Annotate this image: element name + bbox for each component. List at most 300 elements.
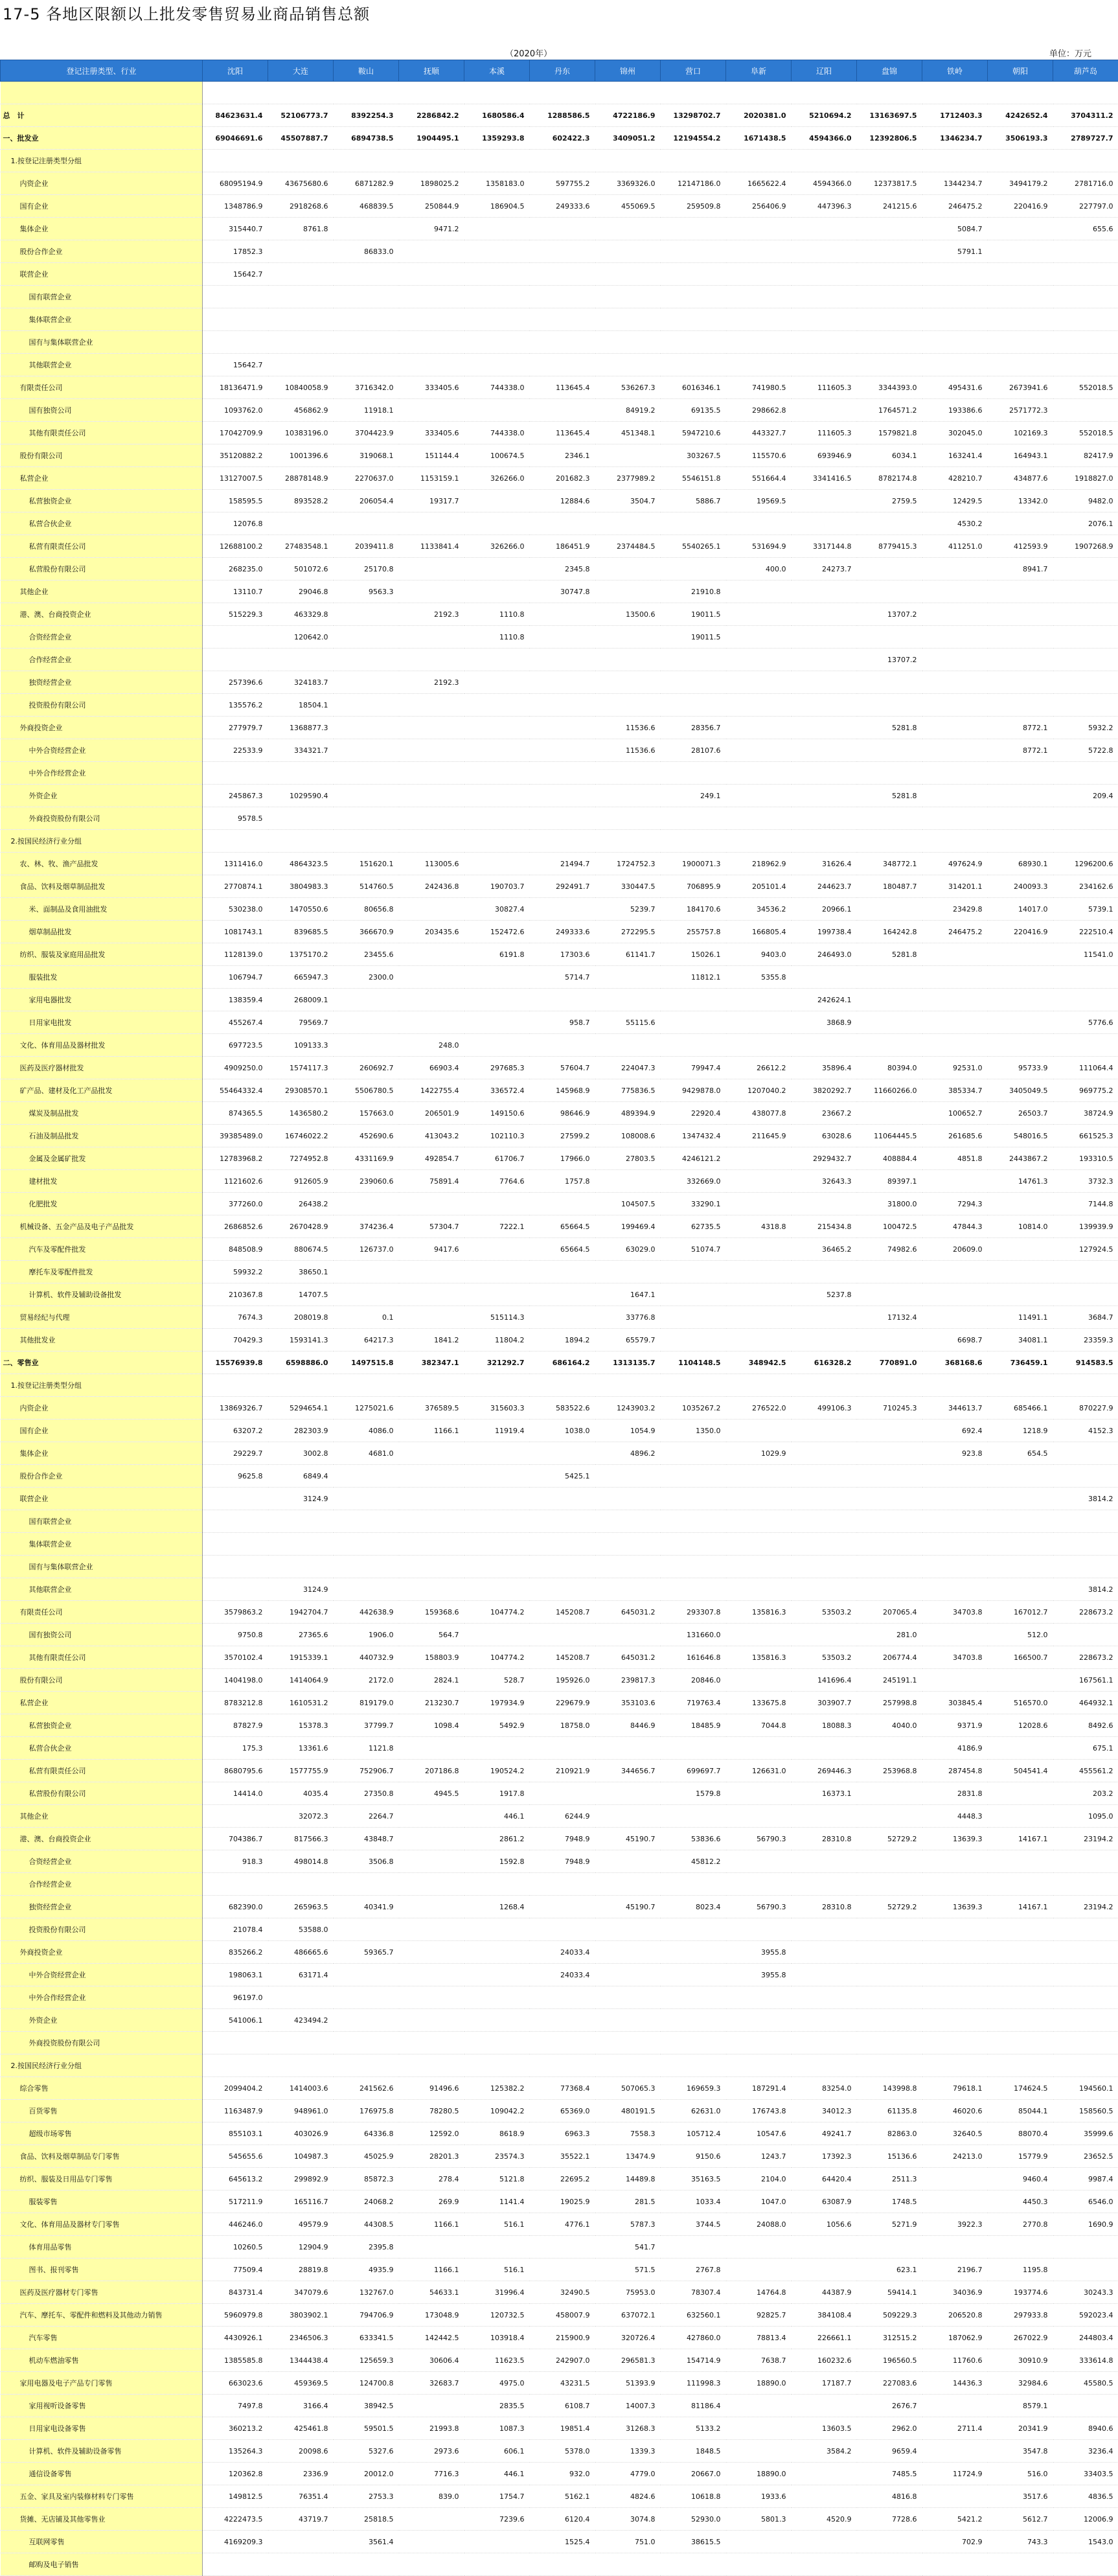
table-cell	[661, 807, 726, 830]
row-label: 港、澳、台商投资企业	[1, 1828, 203, 1850]
table-cell: 1841.2	[399, 1329, 464, 1351]
header-city: 葫芦岛	[1053, 60, 1118, 82]
table-cell	[1053, 286, 1118, 308]
table-row	[1, 2100, 1118, 2122]
table-row	[1, 2054, 1118, 2077]
table-cell	[988, 649, 1053, 671]
table-cell: 1038.0	[530, 1420, 595, 1442]
table-cell	[726, 1782, 792, 1805]
table-cell: 3955.8	[726, 1964, 792, 1986]
table-cell	[726, 830, 792, 853]
row-label: 超级市场零售	[1, 2122, 203, 2145]
table-cell: 44387.9	[792, 2281, 857, 2304]
table-cell: 3504.7	[595, 490, 661, 512]
table-cell	[922, 966, 988, 989]
table-cell	[464, 512, 530, 535]
table-cell	[922, 308, 988, 331]
table-cell	[530, 218, 595, 240]
table-cell: 632560.1	[661, 2304, 726, 2327]
row-label: 私营股份有限公司	[1, 1782, 203, 1805]
table-cell	[857, 966, 922, 989]
table-cell: 1141.4	[464, 2191, 530, 2213]
table-cell	[399, 1533, 464, 1556]
table-cell	[1053, 2032, 1118, 2054]
table-cell	[922, 649, 988, 671]
table-cell	[726, 1329, 792, 1351]
table-cell: 1104148.5	[661, 1351, 726, 1374]
table-cell	[988, 1011, 1053, 1034]
table-cell: 5281.8	[857, 717, 922, 739]
table-cell: 3922.3	[922, 2213, 988, 2236]
table-cell: 88070.4	[988, 2122, 1053, 2145]
table-cell: 336572.4	[464, 1079, 530, 1102]
table-cell	[661, 1533, 726, 1556]
table-cell	[792, 581, 857, 603]
table-cell	[334, 1578, 399, 1601]
table-cell: 28107.6	[661, 739, 726, 762]
table-cell	[530, 1034, 595, 1057]
row-label: 私营股份有限公司	[1, 558, 203, 581]
table-cell	[530, 1261, 595, 1283]
table-cell: 1093762.0	[203, 399, 268, 422]
table-cell: 932.0	[530, 2463, 595, 2485]
table-cell: 1680586.4	[464, 104, 530, 127]
table-cell	[464, 399, 530, 422]
table-cell: 69135.5	[661, 399, 726, 422]
row-label: 其他批发业	[1, 1329, 203, 1351]
table-cell	[922, 626, 988, 649]
table-cell	[1053, 694, 1118, 717]
table-cell: 13342.0	[988, 490, 1053, 512]
table-cell: 14007.3	[595, 2395, 661, 2417]
table-cell	[726, 2009, 792, 2032]
table-cell: 2104.0	[726, 2168, 792, 2191]
table-cell: 80656.8	[334, 898, 399, 921]
table-cell: 13639.3	[922, 1828, 988, 1850]
table-cell: 14414.0	[203, 1782, 268, 1805]
table-row	[1, 649, 1118, 671]
table-cell: 4945.5	[399, 1782, 464, 1805]
table-cell	[988, 762, 1053, 785]
table-row	[1, 1624, 1118, 1646]
table-row	[1, 2191, 1118, 2213]
table-cell: 193774.6	[988, 2281, 1053, 2304]
table-cell: 196560.5	[857, 2349, 922, 2372]
table-cell: 65664.5	[530, 1238, 595, 1261]
row-label: 烟草制品批发	[1, 921, 203, 943]
table-cell: 1166.1	[399, 2213, 464, 2236]
table-cell	[268, 286, 334, 308]
row-label: 外资企业	[1, 2009, 203, 2032]
table-cell	[857, 1873, 922, 1896]
table-cell	[857, 1102, 922, 1125]
table-cell: 244803.4	[1053, 2327, 1118, 2349]
table-cell	[464, 1556, 530, 1578]
table-row	[1, 2508, 1118, 2531]
table-cell: 451348.1	[595, 422, 661, 444]
row-label: 其他企业	[1, 581, 203, 603]
table-row	[1, 1510, 1118, 1533]
table-cell: 8772.1	[988, 739, 1053, 762]
table-cell	[334, 2032, 399, 2054]
table-cell: 384108.4	[792, 2304, 857, 2327]
table-cell	[1053, 1510, 1118, 1533]
table-cell: 145968.9	[530, 1079, 595, 1102]
table-cell: 459369.5	[268, 2372, 334, 2395]
table-cell: 1029590.4	[268, 785, 334, 807]
table-cell	[792, 2463, 857, 2485]
table-cell	[595, 1374, 661, 1397]
table-cell: 17042709.9	[203, 422, 268, 444]
table-cell	[399, 512, 464, 535]
table-cell: 744338.0	[464, 422, 530, 444]
table-cell: 5776.6	[1053, 1011, 1118, 1034]
table-cell	[661, 1986, 726, 2009]
table-cell: 4851.8	[922, 1147, 988, 1170]
table-cell	[399, 1828, 464, 1850]
table-cell	[334, 626, 399, 649]
table-cell	[857, 263, 922, 286]
row-label: 外商投资企业	[1, 717, 203, 739]
sales-table	[0, 60, 1118, 2576]
table-cell	[530, 807, 595, 830]
table-cell: 201682.3	[530, 467, 595, 490]
table-row	[1, 1034, 1118, 1057]
table-cell: 24033.4	[530, 1964, 595, 1986]
table-cell: 246475.2	[922, 921, 988, 943]
table-cell	[857, 762, 922, 785]
table-cell: 75953.0	[595, 2281, 661, 2304]
table-cell: 65664.5	[530, 1215, 595, 1238]
table-cell: 4975.0	[464, 2372, 530, 2395]
table-cell: 35120882.2	[203, 444, 268, 467]
table-cell: 702.9	[922, 2531, 988, 2553]
table-row	[1, 286, 1118, 308]
table-cell: 2673941.6	[988, 376, 1053, 399]
table-cell: 297685.3	[464, 1057, 530, 1079]
table-cell: 4530.2	[922, 512, 988, 535]
row-label: 合作经营企业	[1, 649, 203, 671]
table-cell: 23194.2	[1053, 1828, 1118, 1850]
row-label: 汽车零售	[1, 2327, 203, 2349]
table-cell: 443327.7	[726, 422, 792, 444]
table-cell	[399, 898, 464, 921]
table-cell: 12688100.2	[203, 535, 268, 558]
table-cell	[792, 263, 857, 286]
table-cell	[595, 626, 661, 649]
table-cell	[792, 2259, 857, 2281]
table-cell	[922, 558, 988, 581]
table-cell: 413043.2	[399, 1125, 464, 1147]
table-row	[1, 921, 1118, 943]
table-cell: 319068.1	[334, 444, 399, 467]
table-cell	[464, 240, 530, 263]
table-cell	[595, 1850, 661, 1873]
table-cell: 44308.5	[334, 2213, 399, 2236]
table-cell	[595, 762, 661, 785]
table-cell: 89397.1	[857, 1170, 922, 1193]
table-cell: 366670.9	[334, 921, 399, 943]
table-cell	[922, 1986, 988, 2009]
table-cell	[203, 1510, 268, 1533]
table-cell: 14017.0	[988, 898, 1053, 921]
table-cell	[792, 1261, 857, 1283]
table-cell: 125382.2	[464, 2077, 530, 2100]
table-cell	[464, 1011, 530, 1034]
table-cell: 20609.0	[922, 1238, 988, 1261]
table-row	[1, 1397, 1118, 1420]
table-cell: 3074.8	[595, 2508, 661, 2531]
table-cell: 135576.2	[203, 694, 268, 717]
table-cell: 53503.2	[792, 1646, 857, 1669]
table-cell: 61135.8	[857, 2100, 922, 2122]
table-cell	[464, 1737, 530, 1760]
table-cell: 26438.2	[268, 1193, 334, 1215]
table-cell: 166500.7	[988, 1646, 1053, 1669]
table-cell: 1166.1	[399, 2259, 464, 2281]
table-cell	[857, 830, 922, 853]
table-cell: 5281.8	[857, 785, 922, 807]
table-row	[1, 1147, 1118, 1170]
table-cell: 4086.0	[334, 1420, 399, 1442]
table-cell: 269446.3	[792, 1760, 857, 1782]
table-cell: 111064.4	[1053, 1057, 1118, 1079]
table-cell	[595, 966, 661, 989]
table-cell: 1754.7	[464, 2485, 530, 2508]
table-cell	[399, 1465, 464, 1488]
table-cell: 135264.3	[203, 2440, 268, 2463]
table-cell	[464, 1578, 530, 1601]
table-cell	[1053, 2054, 1118, 2077]
table-cell	[857, 1510, 922, 1533]
table-cell: 11491.1	[988, 1306, 1053, 1329]
table-cell	[988, 1873, 1053, 1896]
table-cell	[661, 1964, 726, 1986]
table-cell: 3732.3	[1053, 1170, 1118, 1193]
table-cell: 63028.6	[792, 1125, 857, 1147]
table-cell: 11064445.5	[857, 1125, 922, 1147]
table-cell: 45580.5	[1053, 2372, 1118, 2395]
table-row	[1, 2009, 1118, 2032]
table-cell	[595, 1918, 661, 1941]
table-cell: 848508.9	[203, 1238, 268, 1261]
table-cell: 81186.4	[661, 2395, 726, 2417]
table-cell	[399, 943, 464, 966]
table-cell: 7274952.8	[268, 1147, 334, 1170]
table-cell	[1053, 82, 1118, 104]
table-cell: 7638.7	[726, 2349, 792, 2372]
table-cell: 255757.8	[661, 921, 726, 943]
row-label: 内资企业	[1, 1397, 203, 1420]
row-label: 联营企业	[1, 1488, 203, 1510]
table-cell	[857, 1850, 922, 1873]
table-cell	[595, 2032, 661, 2054]
table-cell	[399, 1306, 464, 1329]
table-cell: 45190.7	[595, 1828, 661, 1850]
table-cell: 33403.5	[1053, 2463, 1118, 2485]
table-cell	[595, 1782, 661, 1805]
table-cell: 5739.1	[1053, 898, 1118, 921]
table-cell	[922, 1624, 988, 1646]
table-cell: 6849.4	[268, 1465, 334, 1488]
table-cell: 133675.8	[726, 1692, 792, 1714]
table-cell: 45190.7	[595, 1896, 661, 1918]
table-cell: 33290.1	[661, 1193, 726, 1215]
table-cell	[726, 2259, 792, 2281]
table-cell: 239817.3	[595, 1669, 661, 1692]
row-label: 摩托车及零配件批发	[1, 1261, 203, 1283]
table-row	[1, 1714, 1118, 1737]
table-cell: 245867.3	[203, 785, 268, 807]
table-cell	[595, 263, 661, 286]
table-cell	[922, 2553, 988, 2576]
table-cell	[530, 286, 595, 308]
table-cell: 193310.5	[1053, 1147, 1118, 1170]
table-cell	[268, 2531, 334, 2553]
table-cell: 3868.9	[792, 1011, 857, 1034]
table-row	[1, 1556, 1118, 1578]
table-cell: 104774.2	[464, 1601, 530, 1624]
table-cell	[334, 2553, 399, 2576]
table-row	[1, 2463, 1118, 2485]
table-cell: 427860.0	[661, 2327, 726, 2349]
table-cell: 65369.0	[530, 2100, 595, 2122]
table-row	[1, 1465, 1118, 1488]
table-cell: 186451.9	[530, 535, 595, 558]
table-cell: 109133.3	[268, 1034, 334, 1057]
table-cell: 512.0	[988, 1624, 1053, 1646]
table-cell: 38724.9	[1053, 1102, 1118, 1125]
table-cell	[988, 240, 1053, 263]
table-cell: 303907.7	[792, 1692, 857, 1714]
table-cell: 208019.8	[268, 1306, 334, 1329]
table-cell	[530, 1737, 595, 1760]
table-cell	[792, 1034, 857, 1057]
table-cell: 9659.4	[857, 2440, 922, 2463]
table-cell	[661, 240, 726, 263]
table-cell: 5378.0	[530, 2440, 595, 2463]
table-cell: 198063.1	[203, 1964, 268, 1986]
table-cell	[595, 286, 661, 308]
table-cell	[988, 2009, 1053, 2032]
table-cell	[464, 1442, 530, 1465]
header-city: 阜新	[726, 60, 792, 82]
table-cell: 78813.4	[726, 2327, 792, 2349]
table-cell	[922, 1964, 988, 1986]
table-cell	[1053, 626, 1118, 649]
table-cell: 541.7	[595, 2236, 661, 2259]
table-cell: 82863.0	[857, 2122, 922, 2145]
table-cell: 75891.4	[399, 1170, 464, 1193]
table-cell: 3704423.9	[334, 422, 399, 444]
table-cell: 1933.6	[726, 2485, 792, 2508]
table-cell	[792, 2485, 857, 2508]
table-cell	[464, 2032, 530, 2054]
table-cell: 105712.4	[661, 2122, 726, 2145]
table-cell	[661, 1374, 726, 1397]
table-cell	[464, 1488, 530, 1510]
table-cell: 120642.0	[268, 626, 334, 649]
table-cell	[792, 1465, 857, 1488]
table-cell	[399, 1510, 464, 1533]
table-cell	[988, 308, 1053, 331]
table-cell	[1053, 399, 1118, 422]
table-cell: 2770.8	[988, 2213, 1053, 2236]
table-cell: 348942.5	[726, 1351, 792, 1374]
table-cell: 277979.7	[203, 717, 268, 739]
table-cell	[595, 2553, 661, 2576]
table-row	[1, 2145, 1118, 2168]
table-cell: 57304.7	[399, 1215, 464, 1238]
table-cell	[464, 331, 530, 354]
table-cell: 9150.6	[661, 2145, 726, 2168]
table-cell: 11541.0	[1053, 943, 1118, 966]
table-cell: 4246121.2	[661, 1147, 726, 1170]
table-cell: 870227.9	[1053, 1397, 1118, 1420]
table-cell: 4836.5	[1053, 2485, 1118, 2508]
table-cell	[595, 1986, 661, 2009]
table-cell	[1053, 830, 1118, 853]
row-label: 总 计	[1, 104, 203, 127]
table-cell: 11804.2	[464, 1329, 530, 1351]
table-cell: 111998.3	[661, 2372, 726, 2395]
table-cell	[464, 1918, 530, 1941]
table-cell	[726, 1465, 792, 1488]
table-cell	[595, 1873, 661, 1896]
table-cell: 35999.6	[1053, 2122, 1118, 2145]
table-cell: 9471.2	[399, 218, 464, 240]
table-cell	[726, 2054, 792, 2077]
table-cell: 5506780.5	[334, 1079, 399, 1102]
table-cell: 958.7	[530, 1011, 595, 1034]
table-cell	[268, 1510, 334, 1533]
table-cell	[595, 989, 661, 1011]
table-cell: 18485.9	[661, 1714, 726, 1737]
table-cell: 151620.1	[334, 853, 399, 875]
table-cell	[726, 2032, 792, 2054]
table-cell	[399, 2054, 464, 2077]
table-cell: 442638.9	[334, 1601, 399, 1624]
table-cell	[726, 1306, 792, 1329]
table-cell	[203, 286, 268, 308]
table-cell	[988, 1669, 1053, 1692]
table-cell: 21993.8	[399, 2417, 464, 2440]
table-cell: 13163697.5	[857, 104, 922, 127]
table-cell: 260692.7	[334, 1057, 399, 1079]
table-cell: 447396.3	[792, 195, 857, 218]
table-cell	[530, 2236, 595, 2259]
table-cell: 257396.6	[203, 671, 268, 694]
table-row	[1, 807, 1118, 830]
row-label: 通信设备零售	[1, 2463, 203, 2485]
table-cell: 5421.2	[922, 2508, 988, 2531]
table-cell	[399, 581, 464, 603]
table-cell: 21910.8	[661, 581, 726, 603]
table-cell	[464, 150, 530, 172]
table-cell	[922, 1306, 988, 1329]
table-row	[1, 1306, 1118, 1329]
table-cell	[464, 1986, 530, 2009]
table-cell: 425461.8	[268, 2417, 334, 2440]
table-cell	[464, 989, 530, 1011]
table-cell: 61706.7	[464, 1147, 530, 1170]
table-cell: 55115.6	[595, 1011, 661, 1034]
table-cell	[334, 1986, 399, 2009]
table-cell	[399, 1283, 464, 1306]
table-cell: 571.5	[595, 2259, 661, 2281]
table-cell	[792, 1737, 857, 1760]
table-cell: 11812.1	[661, 966, 726, 989]
